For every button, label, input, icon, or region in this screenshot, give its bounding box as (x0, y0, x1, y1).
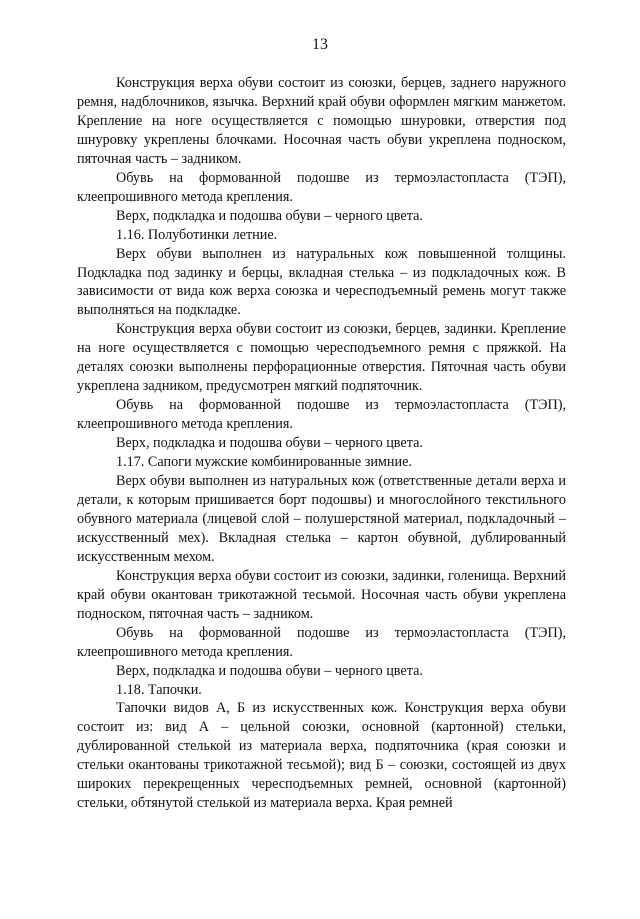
paragraph: Верх, подкладка и подошва обуви – черного цвета. (116, 207, 423, 224)
paragraph: Тапочки видов А, Б из искусственных кож. Конструкция верха обуви состоит из: вид А – цельной союзки, основной (картонной) стельки, дублированной стелькой из материала верха, подпяточника (края союзки и стельки окантованы трикотажной тесьмой); вид Б – союзки, состоящей из двух широких перекрещенных чересподъемных ремней, основной (картонной) стельки, обтянутой стелькой из материала верха. Края ремней (77, 700, 566, 812)
page-number: 13 (312, 36, 328, 53)
paragraph: Верх обуви выполнен из натуральных кож (ответственные детали верха и детали, к которым пришивается борт подошвы) и многослойного текстильного обувного материала (лицевой слой – полушерстяной материал, подкладочный – искусственный мех). Вкладная стелька – картон обувной, дублированный искусственным мехом. (77, 473, 566, 565)
paragraph: Обувь на формованной подошве из термоэластопласта (ТЭП), клеепрошивного метода крепления. (77, 397, 566, 433)
body-text (77, 74, 566, 813)
paragraph: Обувь на формованной подошве из термоэластопласта (ТЭП), клеепрошивного метода крепления. (77, 169, 566, 205)
paragraph: Верх, подкладка и подошва обуви – черного цвета. (116, 662, 423, 679)
paragraph: Конструкция верха обуви состоит из союзки, берцев, заднего наружного ремня, надблочников, язычка. Верхний край обуви оформлен мягким манжетом. Крепление на ноге осуществляется с помощью шнуровки, отверстия под шнуровку укреплены блочками. Носочная часть обуви укреплена подноском, пяточная часть – задником. (77, 75, 566, 167)
paragraph: Обувь на формованной подошве из термоэластопласта (ТЭП), клеепрошивного метода крепления. (77, 624, 566, 660)
paragraph: Верх обуви выполнен из натуральных кож повышенной толщины. Подкладка под задинку и берцы, вкладная стелька – из подкладочных кож. В зависимости от вида кож верха союзка и чересподъемный ремень могут также выполняться на подкладке. (77, 245, 566, 319)
section-heading: 1.17. Сапоги мужские комбинированные зимние. (116, 454, 412, 471)
paragraph: Конструкция верха обуви состоит из союзки, задинки, голенища. Верхний край обуви окантован трикотажной тесьмой. Носочная часть обуви укреплена подноском, пяточная часть – задником. (77, 567, 566, 622)
section-heading: 1.16. Полуботинки летние. (116, 226, 278, 243)
section-heading: 1.18. Тапочки. (116, 681, 202, 698)
paragraph: Верх, подкладка и подошва обуви – черного цвета. (116, 435, 423, 452)
paragraph: Конструкция верха обуви состоит из союзки, берцев, задинки. Крепление на ноге осуществляется с помощью чересподъемного ремня с пряжкой. На деталях союзки выполнены перфорационные отверстия. Пяточная часть обуви укреплена задником, предусмотрен мягкий подпяточник. (77, 321, 566, 395)
